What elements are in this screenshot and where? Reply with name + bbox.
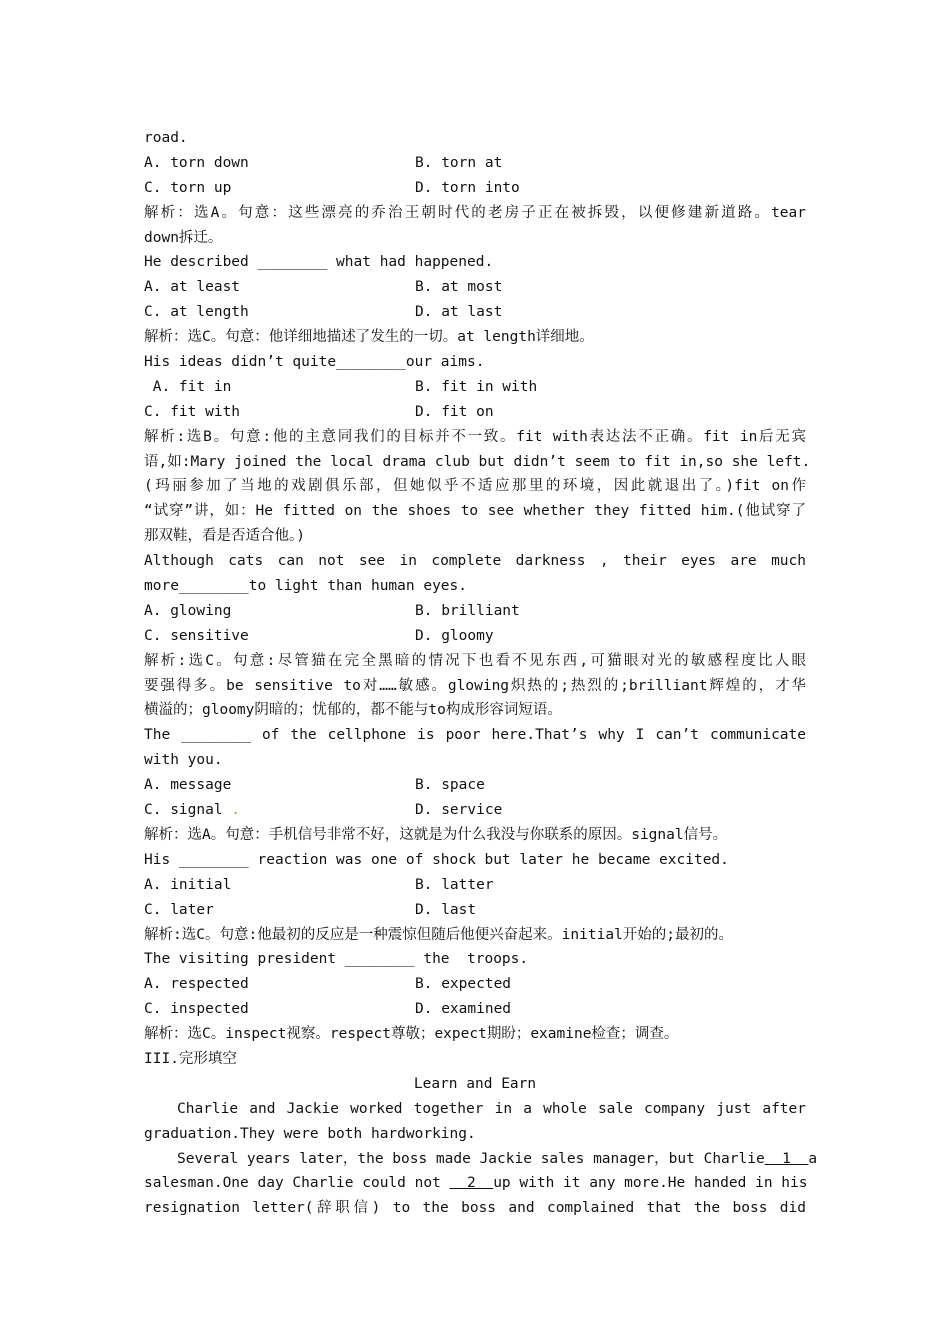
passage-text: up with it any more.He handed in his — [493, 1175, 808, 1192]
option-b: B. torn at — [415, 154, 503, 171]
option-a: A. fit in — [144, 378, 232, 395]
question-stem: with you. — [144, 752, 223, 769]
options-row — [144, 898, 806, 923]
option-c: C. later — [144, 901, 214, 918]
option-b: B. fit in with — [415, 378, 538, 395]
blank-1: 1 — [764, 1150, 809, 1167]
option-c: C. at length — [144, 304, 249, 321]
option-a: A. glowing — [144, 602, 232, 619]
passage-text: Several years later，the boss made Jackie sales manager，but Charlie — [177, 1150, 765, 1167]
option-b: B. latter — [415, 876, 494, 893]
options-row — [144, 151, 806, 176]
continuation-line: road. — [144, 130, 188, 146]
explanation-line: “试穿”讲，如：He fitted on the shoes to see whether they fitted him.(他试穿了 — [144, 503, 806, 520]
question-stem: His ideas didn’t quite________our aims. — [144, 354, 485, 371]
passage-line: Charlie and Jackie worked together in a whole sale company just after — [177, 1100, 806, 1117]
explanation-line: 那双鞋，看是否适合他。) — [144, 528, 305, 545]
explanation-line: 解析：选A。句意：手机信号非常不好，这就是为什么我没与你联系的原因。signal信号。 — [144, 826, 728, 843]
question-stem: more________to light than human eyes. — [144, 578, 468, 595]
option-a: A. at least — [144, 279, 241, 296]
question-stem: His ________ reaction was one of shock but later he became excited. — [144, 851, 729, 868]
passage-text: a — [808, 1150, 818, 1167]
option-c: C. sensitive — [144, 627, 249, 644]
blank-2: 2 — [449, 1175, 494, 1192]
explanation-line: 解析：选C。句意：他详细地描述了发生的一切。at length详细地。 — [144, 329, 594, 346]
options-row — [144, 873, 806, 898]
options-row — [144, 773, 806, 798]
explanation-line: 解析：选C。inspect视察。respect尊敬；expect期盼；examine检查；调查。 — [144, 1026, 679, 1043]
explanation-line: 解析：选A。句意：这些漂亮的乔治王朝时代的老房子正在被拆毁，以便修建新道路。tear — [144, 204, 806, 221]
section-heading: III.完形填空 — [144, 1050, 237, 1067]
explanation-line: 要强得多。be sensitive to对……敏感。glowing炽热的;热烈的;brilliant辉煌的，才华 — [144, 677, 806, 694]
stray-dot-mark: . — [222, 802, 241, 819]
question-stem: The ________ of the cellphone is poor here.That’s why I can’t communicate — [144, 727, 806, 744]
options-row — [144, 997, 806, 1022]
explanation-line: 语,如:Mary joined the local drama club but didn’t seem to fit in,so she left. — [144, 453, 811, 470]
option-b: B. expected — [415, 976, 512, 993]
option-c: C. inspected — [144, 1001, 249, 1018]
options-row — [144, 599, 806, 624]
explanation-line: (玛丽参加了当地的戏剧俱乐部，但她似乎不适应那里的环境，因此就退出了。)fit on作 — [144, 478, 806, 495]
option-c-cell — [144, 798, 415, 823]
option-c: C. torn up — [144, 179, 232, 196]
options-row — [144, 400, 806, 425]
option-d: D. torn into — [415, 179, 520, 196]
explanation-line: 横溢的；gloomy阴暗的；忧郁的，都不能与to构成形容词短语。 — [144, 702, 562, 719]
passage-line: graduation.They were both hardworking. — [144, 1125, 476, 1142]
explanation-line: 解析:选C。句意:他最初的反应是一种震惊但随后他便兴奋起来。initial开始的;最初的。 — [144, 926, 734, 943]
explanation-line: down拆迁。 — [144, 229, 223, 246]
option-d: D. at last — [415, 304, 503, 321]
passage-title: Learn and Earn — [413, 1075, 537, 1092]
option-d: D. gloomy — [415, 627, 494, 644]
question-stem: He described ________ what had happened. — [144, 254, 494, 271]
passage-text: salesman.One day Charlie could not — [144, 1175, 450, 1192]
question-stem: Although cats can not see in complete darkness , their eyes are much — [144, 553, 806, 570]
passage-line: resignation letter(辞职信) to the boss and complained that the boss did — [144, 1200, 806, 1217]
option-c: C. signal — [144, 802, 223, 819]
question-stem: The visiting president ________ the troops. — [144, 951, 529, 968]
passage-line — [144, 1171, 806, 1196]
option-a: A. torn down — [144, 154, 249, 171]
explanation-line: 解析:选B。句意:他的主意同我们的目标并不一致。fit with表达法不正确。fit in后无宾 — [144, 428, 806, 445]
option-d: D. fit on — [415, 403, 494, 420]
options-row — [144, 300, 806, 325]
options-row — [144, 275, 806, 300]
options-row — [144, 375, 806, 400]
option-a: A. initial — [144, 876, 232, 893]
options-row — [144, 972, 806, 997]
document-page — [144, 126, 818, 1221]
options-row — [144, 624, 806, 649]
option-b: B. brilliant — [415, 602, 520, 619]
option-d: D. service — [415, 802, 503, 819]
passage-line — [144, 1147, 818, 1172]
options-row — [144, 176, 806, 201]
option-d: D. examined — [415, 1001, 512, 1018]
option-a: A. respected — [144, 976, 249, 993]
option-b: B. space — [415, 777, 485, 794]
option-c: C. fit with — [144, 403, 241, 420]
options-row — [144, 798, 806, 823]
option-a: A. message — [144, 777, 232, 794]
option-b: B. at most — [415, 279, 503, 296]
explanation-line: 解析:选C。句意:尽管猫在完全黑暗的情况下也看不见东西,可猫眼对光的敏感程度比人眼 — [144, 652, 806, 669]
option-d: D. last — [415, 901, 477, 918]
